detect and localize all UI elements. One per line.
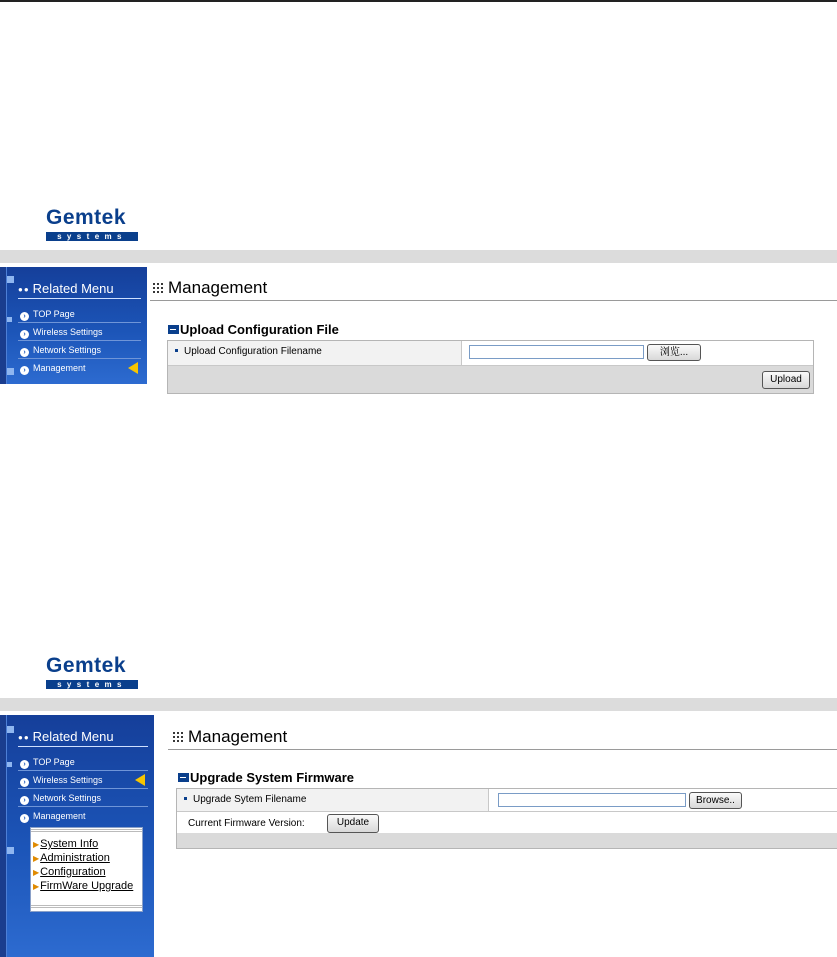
form-footer xyxy=(177,833,837,848)
sidebar-marker xyxy=(7,368,14,375)
sidebar-item-label: Network Settings xyxy=(33,793,102,803)
sidebar-item-network-settings[interactable] xyxy=(18,342,141,359)
field-cell xyxy=(489,789,837,812)
section-title-text: Upload Configuration File xyxy=(180,322,339,337)
grid-icon xyxy=(152,282,164,294)
dots-icon: ●● xyxy=(18,733,30,742)
upgrade-firmware-screenshot xyxy=(0,656,837,957)
related-menu-heading xyxy=(18,729,114,744)
minus-box-icon xyxy=(168,325,179,334)
bullet-icon xyxy=(175,349,178,352)
sidebar-item-label: Management xyxy=(33,363,86,373)
page-title xyxy=(152,278,267,298)
title-divider xyxy=(168,749,837,750)
management-submenu xyxy=(30,827,143,912)
chevron-right-icon: › xyxy=(20,814,29,823)
form-footer xyxy=(168,366,813,393)
header-band xyxy=(0,698,837,711)
chevron-right-icon: › xyxy=(20,348,29,357)
submenu-item-system-info[interactable] xyxy=(33,838,98,851)
sidebar-strip xyxy=(0,715,7,957)
top-rule xyxy=(0,0,837,2)
submenu-item-label: System Info xyxy=(40,838,99,850)
sidebar-item-top-page[interactable] xyxy=(18,754,148,771)
sidebar-marker xyxy=(7,317,12,322)
header-band xyxy=(0,250,837,263)
firmware-form xyxy=(176,788,837,849)
file-path-input[interactable] xyxy=(469,345,644,359)
chevron-right-icon: › xyxy=(20,366,29,375)
submenu-item-configuration[interactable] xyxy=(33,866,106,879)
sidebar-item-wireless-settings[interactable] xyxy=(18,772,148,789)
section-title-text: Upgrade System Firmware xyxy=(190,770,355,785)
update-button[interactable]: Update xyxy=(327,814,379,833)
sidebar-item-network-settings[interactable] xyxy=(18,790,148,807)
current-firmware-version-label: Current Firmware Version: xyxy=(188,818,305,829)
chevron-right-icon: › xyxy=(20,330,29,339)
submenu-stripes xyxy=(31,905,142,909)
sidebar-item-label: Wireless Settings xyxy=(33,775,103,785)
title-divider xyxy=(150,300,837,301)
firmware-file-input[interactable] xyxy=(498,793,686,807)
sidebar-item-label: TOP Page xyxy=(33,309,75,319)
sidebar xyxy=(0,267,147,384)
field-cell xyxy=(462,341,813,366)
grid-icon xyxy=(172,731,184,743)
field-label xyxy=(177,789,489,812)
sidebar-item-top-page[interactable] xyxy=(18,306,141,323)
upload-config-screenshot xyxy=(0,208,837,384)
sidebar xyxy=(0,715,154,957)
submenu-item-label: Configuration xyxy=(40,866,106,878)
sidebar-marker xyxy=(7,847,14,854)
dots-icon: ●● xyxy=(18,285,30,294)
browse-button[interactable]: Browse.. xyxy=(689,792,742,809)
logo-tagline: systems xyxy=(46,232,138,241)
section-title xyxy=(178,770,354,785)
chevron-right-icon: › xyxy=(20,796,29,805)
logo-wordmark: Gemtek xyxy=(46,206,127,229)
chevron-right-icon: › xyxy=(20,778,29,787)
chevron-right-icon: › xyxy=(20,312,29,321)
bullet-icon xyxy=(184,797,187,800)
arrow-right-icon: ▶ xyxy=(33,840,40,849)
sidebar-marker xyxy=(7,762,12,767)
browse-button[interactable]: 浏览... xyxy=(647,344,701,361)
sidebar-item-label: Management xyxy=(33,811,86,821)
logo-tagline: systems xyxy=(46,680,138,689)
submenu-item-label: FirmWare Upgrade xyxy=(40,880,134,892)
active-arrow-icon xyxy=(128,362,138,374)
page-title-text: Management xyxy=(188,727,288,746)
gemtek-logo xyxy=(46,656,138,690)
sidebar-strip xyxy=(0,267,7,384)
sidebar-item-label: Network Settings xyxy=(33,345,102,355)
sidebar-item-wireless-settings[interactable] xyxy=(18,324,141,341)
divider xyxy=(18,298,141,299)
page-title xyxy=(172,727,287,747)
upload-button[interactable]: Upload xyxy=(762,371,810,389)
sidebar-marker xyxy=(7,276,14,283)
arrow-right-icon: ▶ xyxy=(33,882,40,891)
divider xyxy=(18,746,148,747)
arrow-right-icon: ▶ xyxy=(33,868,40,877)
chevron-right-icon: › xyxy=(20,760,29,769)
minus-box-icon xyxy=(178,773,189,782)
submenu-item-administration[interactable] xyxy=(33,852,110,865)
sidebar-item-label: TOP Page xyxy=(33,757,75,767)
section-title xyxy=(168,322,339,337)
arrow-right-icon: ▶ xyxy=(33,854,40,863)
logo-wordmark: Gemtek xyxy=(46,654,127,677)
submenu-item-label: Administration xyxy=(40,852,110,864)
related-menu-title: Related Menu xyxy=(32,729,114,744)
sidebar-item-management[interactable] xyxy=(18,360,141,376)
related-menu-heading xyxy=(18,281,114,296)
sidebar-item-label: Wireless Settings xyxy=(33,327,103,337)
sidebar-marker xyxy=(7,726,14,733)
active-arrow-icon xyxy=(135,774,145,786)
submenu-item-firmware-upgrade[interactable] xyxy=(33,880,133,893)
submenu-stripes xyxy=(31,829,142,833)
field-label-text: Upgrade Sytem Filename xyxy=(193,794,307,805)
upload-form xyxy=(167,340,814,394)
field-label-text: Upload Configuration Filename xyxy=(184,346,322,357)
related-menu-title: Related Menu xyxy=(32,281,114,296)
page-title-text: Management xyxy=(168,278,268,297)
field-label xyxy=(168,341,462,366)
sidebar-item-management[interactable] xyxy=(18,808,148,824)
gemtek-logo xyxy=(46,208,138,242)
